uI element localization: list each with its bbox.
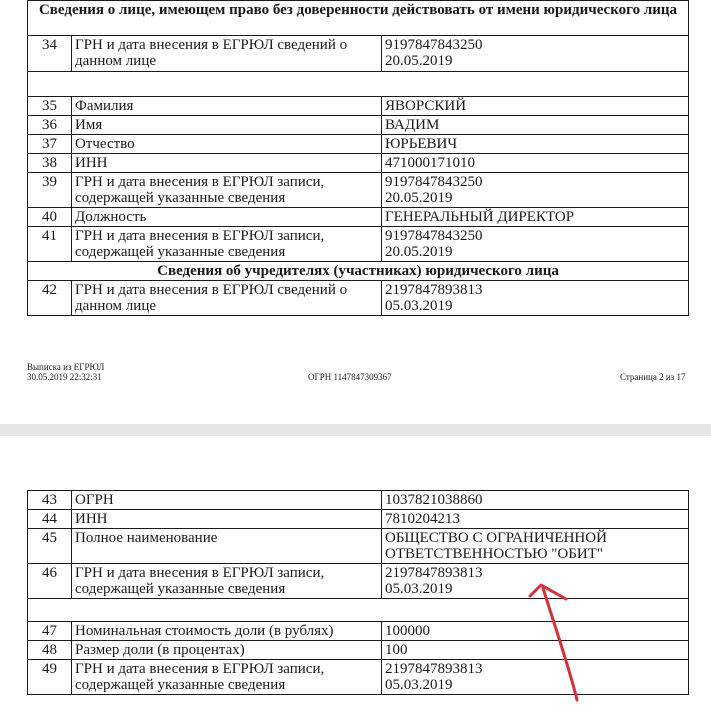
row-value: 9197847843250 20.05.2019 [382, 173, 689, 208]
table-row [28, 116, 689, 135]
row-value: 2197847893813 05.03.2019 [382, 660, 689, 695]
blank-row [28, 72, 689, 97]
row-value: 100000 [382, 622, 689, 641]
row-value: ЯВОРСКИЙ [382, 97, 689, 116]
row-label: ОГРН [72, 491, 382, 510]
table-row [28, 227, 689, 262]
founders-section-row [28, 262, 689, 281]
blank-cell [28, 599, 689, 622]
table-row [28, 491, 689, 510]
table-row [28, 135, 689, 154]
row-value: ВАДИМ [382, 116, 689, 135]
table-row [28, 154, 689, 173]
footer-extract-label: Выписка из ЕГРЮЛ [27, 362, 105, 372]
table-row [28, 36, 689, 72]
row-value: 100 [382, 641, 689, 660]
row-label: ГРН и дата внесения в ЕГРЮЛ записи, содержащей указанные сведения [72, 564, 382, 599]
page-separator [0, 424, 711, 436]
row-value: 2197847893813 05.03.2019 [382, 564, 689, 599]
row-number: 42 [28, 281, 72, 316]
row-number: 35 [28, 97, 72, 116]
row-label: ГРН и дата внесения в ЕГРЮЛ сведений о данном лице [72, 36, 382, 72]
row-value: ЮРЬЕВИЧ [382, 135, 689, 154]
section-title: Сведения о лице, имеющем право без доверенности действовать от имени юридического лица [28, 1, 689, 36]
row-number: 46 [28, 564, 72, 599]
row-label: ГРН и дата внесения в ЕГРЮЛ записи, содержащей указанные сведения [72, 227, 382, 262]
row-number: 41 [28, 227, 72, 262]
table-row [28, 564, 689, 599]
row-value: 9197847843250 20.05.2019 [382, 227, 689, 262]
row-number: 45 [28, 529, 72, 564]
row-number: 48 [28, 641, 72, 660]
row-number: 44 [28, 510, 72, 529]
section-header-row [28, 1, 689, 36]
row-label: Размер доли (в процентах) [72, 641, 382, 660]
footer-left [27, 362, 104, 382]
row-label: ГРН и дата внесения в ЕГРЮЛ записи, содержащей указанные сведения [72, 660, 382, 695]
row-label: ГРН и дата внесения в ЕГРЮЛ записи, содержащей указанные сведения [72, 173, 382, 208]
blank-cell [28, 72, 689, 97]
row-label: ГРН и дата внесения в ЕГРЮЛ сведений о данном лице [72, 281, 382, 316]
row-number: 34 [28, 36, 72, 72]
row-label: Номинальная стоимость доли (в рублях) [72, 622, 382, 641]
row-value: ГЕНЕРАЛЬНЫЙ ДИРЕКТОР [382, 208, 689, 227]
table-row [28, 510, 689, 529]
table-row [28, 529, 689, 564]
row-number: 36 [28, 116, 72, 135]
row-number: 39 [28, 173, 72, 208]
row-label: ИНН [72, 510, 382, 529]
table-row [28, 281, 689, 316]
row-value: 471000171010 [382, 154, 689, 173]
row-number: 37 [28, 135, 72, 154]
table-row [28, 622, 689, 641]
row-number: 38 [28, 154, 72, 173]
row-value: ОБЩЕСТВО С ОГРАНИЧЕННОЙ ОТВЕТСТВЕННОСТЬЮ "ОБИТ" [382, 529, 689, 564]
row-value: 9197847843250 20.05.2019 [382, 36, 689, 72]
table-row [28, 660, 689, 695]
footer-ogrn: ОГРН 1147847309367 [308, 372, 392, 382]
row-label: Фамилия [72, 97, 382, 116]
row-value: 1037821038860 [382, 491, 689, 510]
row-value: 2197847893813 05.03.2019 [382, 281, 689, 316]
egrul-table-page2 [27, 490, 689, 695]
footer-page-number: Страница 2 из 17 [620, 372, 686, 382]
page-bottom [0, 436, 711, 717]
blank-row [28, 599, 689, 622]
egrul-table-page1 [27, 0, 689, 316]
table-row [28, 173, 689, 208]
row-value: 7810204213 [382, 510, 689, 529]
row-label: Полное наименование [72, 529, 382, 564]
row-label: Должность [72, 208, 382, 227]
footer-timestamp: 30.05.2019 22:32:31 [27, 372, 102, 382]
row-number: 40 [28, 208, 72, 227]
table-row [28, 97, 689, 116]
table-row [28, 641, 689, 660]
row-number: 49 [28, 660, 72, 695]
table-row [28, 208, 689, 227]
row-label: Имя [72, 116, 382, 135]
row-label: ИНН [72, 154, 382, 173]
founders-section-title: Сведения об учредителях (участниках) юридического лица [28, 262, 689, 281]
row-label: Отчество [72, 135, 382, 154]
row-number: 47 [28, 622, 72, 641]
row-number: 43 [28, 491, 72, 510]
